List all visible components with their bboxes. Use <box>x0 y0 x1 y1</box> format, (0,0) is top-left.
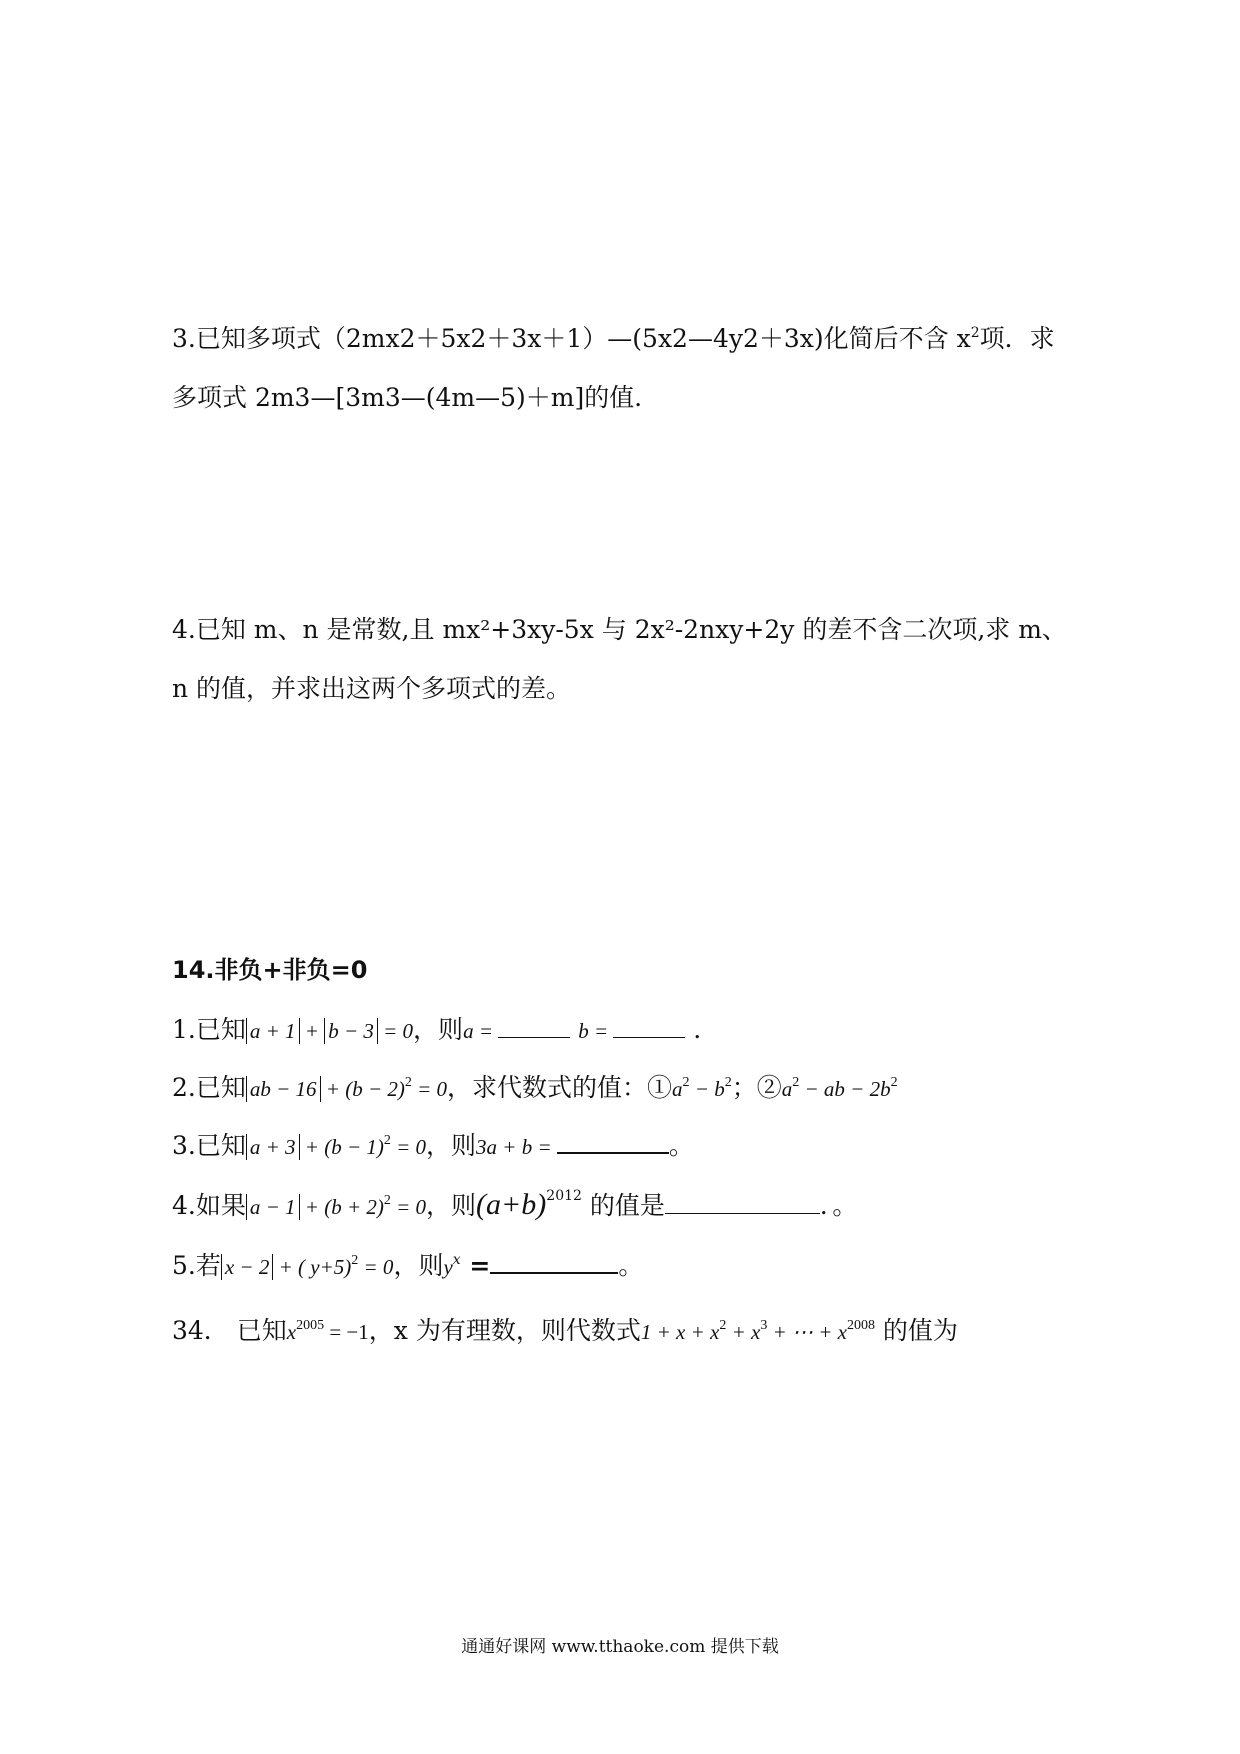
exercise-2-eq: = 0 <box>411 1077 448 1101</box>
exercise-1-eq: = 0 <box>377 1019 414 1043</box>
exercise-4-rest: + (b + 2) <box>299 1195 384 1219</box>
problem-3-line-1 <box>172 324 1055 358</box>
problem-3-line-2-text: 多项式 2m3—[3m3—(4m—5)＋m]的值． <box>172 383 660 412</box>
exercise-1-blank-b <box>613 1015 685 1038</box>
exercise-1-blank-a <box>498 1015 570 1038</box>
exercise-5 <box>172 1250 643 1286</box>
exercise-3 <box>172 1130 694 1166</box>
exercise-3-mid: ，则 <box>426 1131 477 1160</box>
section-heading: 14.非负+非负=0 <box>172 956 368 984</box>
exercise-4-eq: = 0 <box>390 1195 427 1219</box>
exercise-3-end: 。 <box>668 1131 694 1160</box>
problem-4-line-1-text: 4.已知 m、n 是常数,且 mx²+3xy-5x 与 2x²-2nxy+2y 的差不含二次项,求 m、 <box>172 615 1067 644</box>
exercise-5-eqsign: = <box>460 1251 491 1280</box>
exercise-1-plus: + <box>299 1019 325 1043</box>
exercise-5-end: 。 <box>618 1251 644 1280</box>
exercise-2-rest: + (b − 2) <box>320 1077 405 1101</box>
exercise-3-eq: = 0 <box>390 1135 427 1159</box>
exercise-5-expr-sup: x <box>452 1252 461 1268</box>
exercise-2 <box>172 1073 898 1108</box>
problem-34-sup: 2005 <box>296 1318 325 1333</box>
exercise-5-blank <box>490 1250 618 1274</box>
exercise-2-expr1-mid: − b <box>689 1077 725 1101</box>
exercise-5-abs-1: x − 2 <box>221 1254 274 1280</box>
problem-3-line-2 <box>172 383 659 413</box>
exercise-4-expr: (a+b) <box>476 1188 547 1221</box>
exercise-4-abs-1: a − 1 <box>246 1194 300 1220</box>
exercise-5-prefix: 5.若 <box>172 1251 221 1280</box>
problem-34-base: x <box>286 1320 297 1344</box>
problem-34-expr-start: 1 + x + x <box>640 1320 720 1344</box>
exercise-1-prefix: 1.已知 <box>172 1015 246 1044</box>
problem-34-dots: + ⋯ + x <box>767 1320 847 1344</box>
exercise-2-expr2-mid: − ab − 2b <box>799 1077 891 1101</box>
exercise-5-mid: ，则 <box>393 1251 444 1280</box>
exercise-4-mid: ，则 <box>426 1191 477 1220</box>
exercise-5-sup: 2 <box>351 1253 359 1268</box>
exercise-4-sup: 2 <box>383 1193 391 1208</box>
problem-4-line-1 <box>172 615 1067 645</box>
exercise-4 <box>172 1190 857 1226</box>
exercise-4-prefix: 4.如果 <box>172 1191 246 1220</box>
exercise-2-prefix: 2.已知 <box>172 1073 246 1102</box>
exercise-3-blank <box>557 1130 669 1154</box>
exercise-4-blank <box>665 1191 820 1214</box>
problem-4-line-2-text: n 的值，并求出这两个多项式的差。 <box>172 674 572 703</box>
exercise-3-sup: 2 <box>383 1133 391 1148</box>
exercise-1-abs-2: b − 3 <box>324 1018 378 1044</box>
exercise-1 <box>172 1015 701 1046</box>
exercise-2-expr1-sup: 2 <box>682 1075 690 1090</box>
exercise-1-mid: ，则 <box>413 1015 464 1044</box>
exercise-4-end: ．。 <box>819 1191 858 1220</box>
problem-34 <box>172 1316 958 1351</box>
exercise-2-expr2-sup2: 2 <box>890 1075 898 1090</box>
exercise-1-end: . <box>685 1015 702 1044</box>
exercise-5-eq: = 0 <box>358 1255 394 1279</box>
page-footer: 通通好课网 www.tthaoke.com 提供下载 <box>461 1637 779 1657</box>
problem-34-s3: 3 <box>760 1318 768 1333</box>
problem-34-tail: 的值为 <box>874 1316 958 1345</box>
problem-3-tail: 项．求 <box>979 324 1055 353</box>
problem-3-sup: 2 <box>970 325 980 341</box>
exercise-3-prefix: 3.已知 <box>172 1131 246 1160</box>
exercise-5-rest: + ( y+5) <box>273 1255 352 1279</box>
problem-34-s4: 2008 <box>846 1318 875 1333</box>
exercise-1-abs-1: a + 1 <box>246 1018 300 1044</box>
problem-34-prefix: 34． 已知 <box>172 1316 287 1345</box>
exercise-2-mid: ，求代数式的值：① <box>447 1073 673 1102</box>
exercise-3-abs-1: a + 3 <box>246 1134 300 1160</box>
problem-3-text: 3.已知多项式（2mx2＋5x2＋3x＋1）—(5x2—4y2＋3x)化简后不含 x <box>172 324 971 353</box>
exercise-2-expr1-sup2: 2 <box>724 1075 732 1090</box>
exercise-5-expr: y <box>443 1255 453 1279</box>
exercise-1-var-a: a = <box>463 1019 499 1043</box>
problem-34-p3: + x <box>726 1320 761 1344</box>
exercise-3-rest: + (b − 1) <box>299 1135 384 1159</box>
exercise-1-var-b: b = <box>578 1019 614 1043</box>
exercise-3-expr: 3a + b = <box>476 1135 557 1159</box>
exercise-2-sup: 2 <box>404 1075 412 1090</box>
problem-34-mid: ，x 为有理数，则代数式 <box>368 1316 641 1345</box>
exercise-4-expr-sup: 2012 <box>546 1188 582 1204</box>
problem-4-line-2 <box>172 674 571 704</box>
exercise-2-expr1: a <box>672 1077 683 1101</box>
exercise-2-expr2: a <box>781 1077 793 1101</box>
exercise-4-tail: 的值是 <box>581 1191 665 1220</box>
problem-34-s2: 2 <box>719 1318 727 1333</box>
exercise-2-expr2-sup: 2 <box>792 1075 800 1090</box>
exercise-2-sep: ；② <box>731 1073 782 1102</box>
problem-34-eq: = −1 <box>324 1320 369 1344</box>
exercise-2-abs-1: ab − 16 <box>246 1076 321 1102</box>
